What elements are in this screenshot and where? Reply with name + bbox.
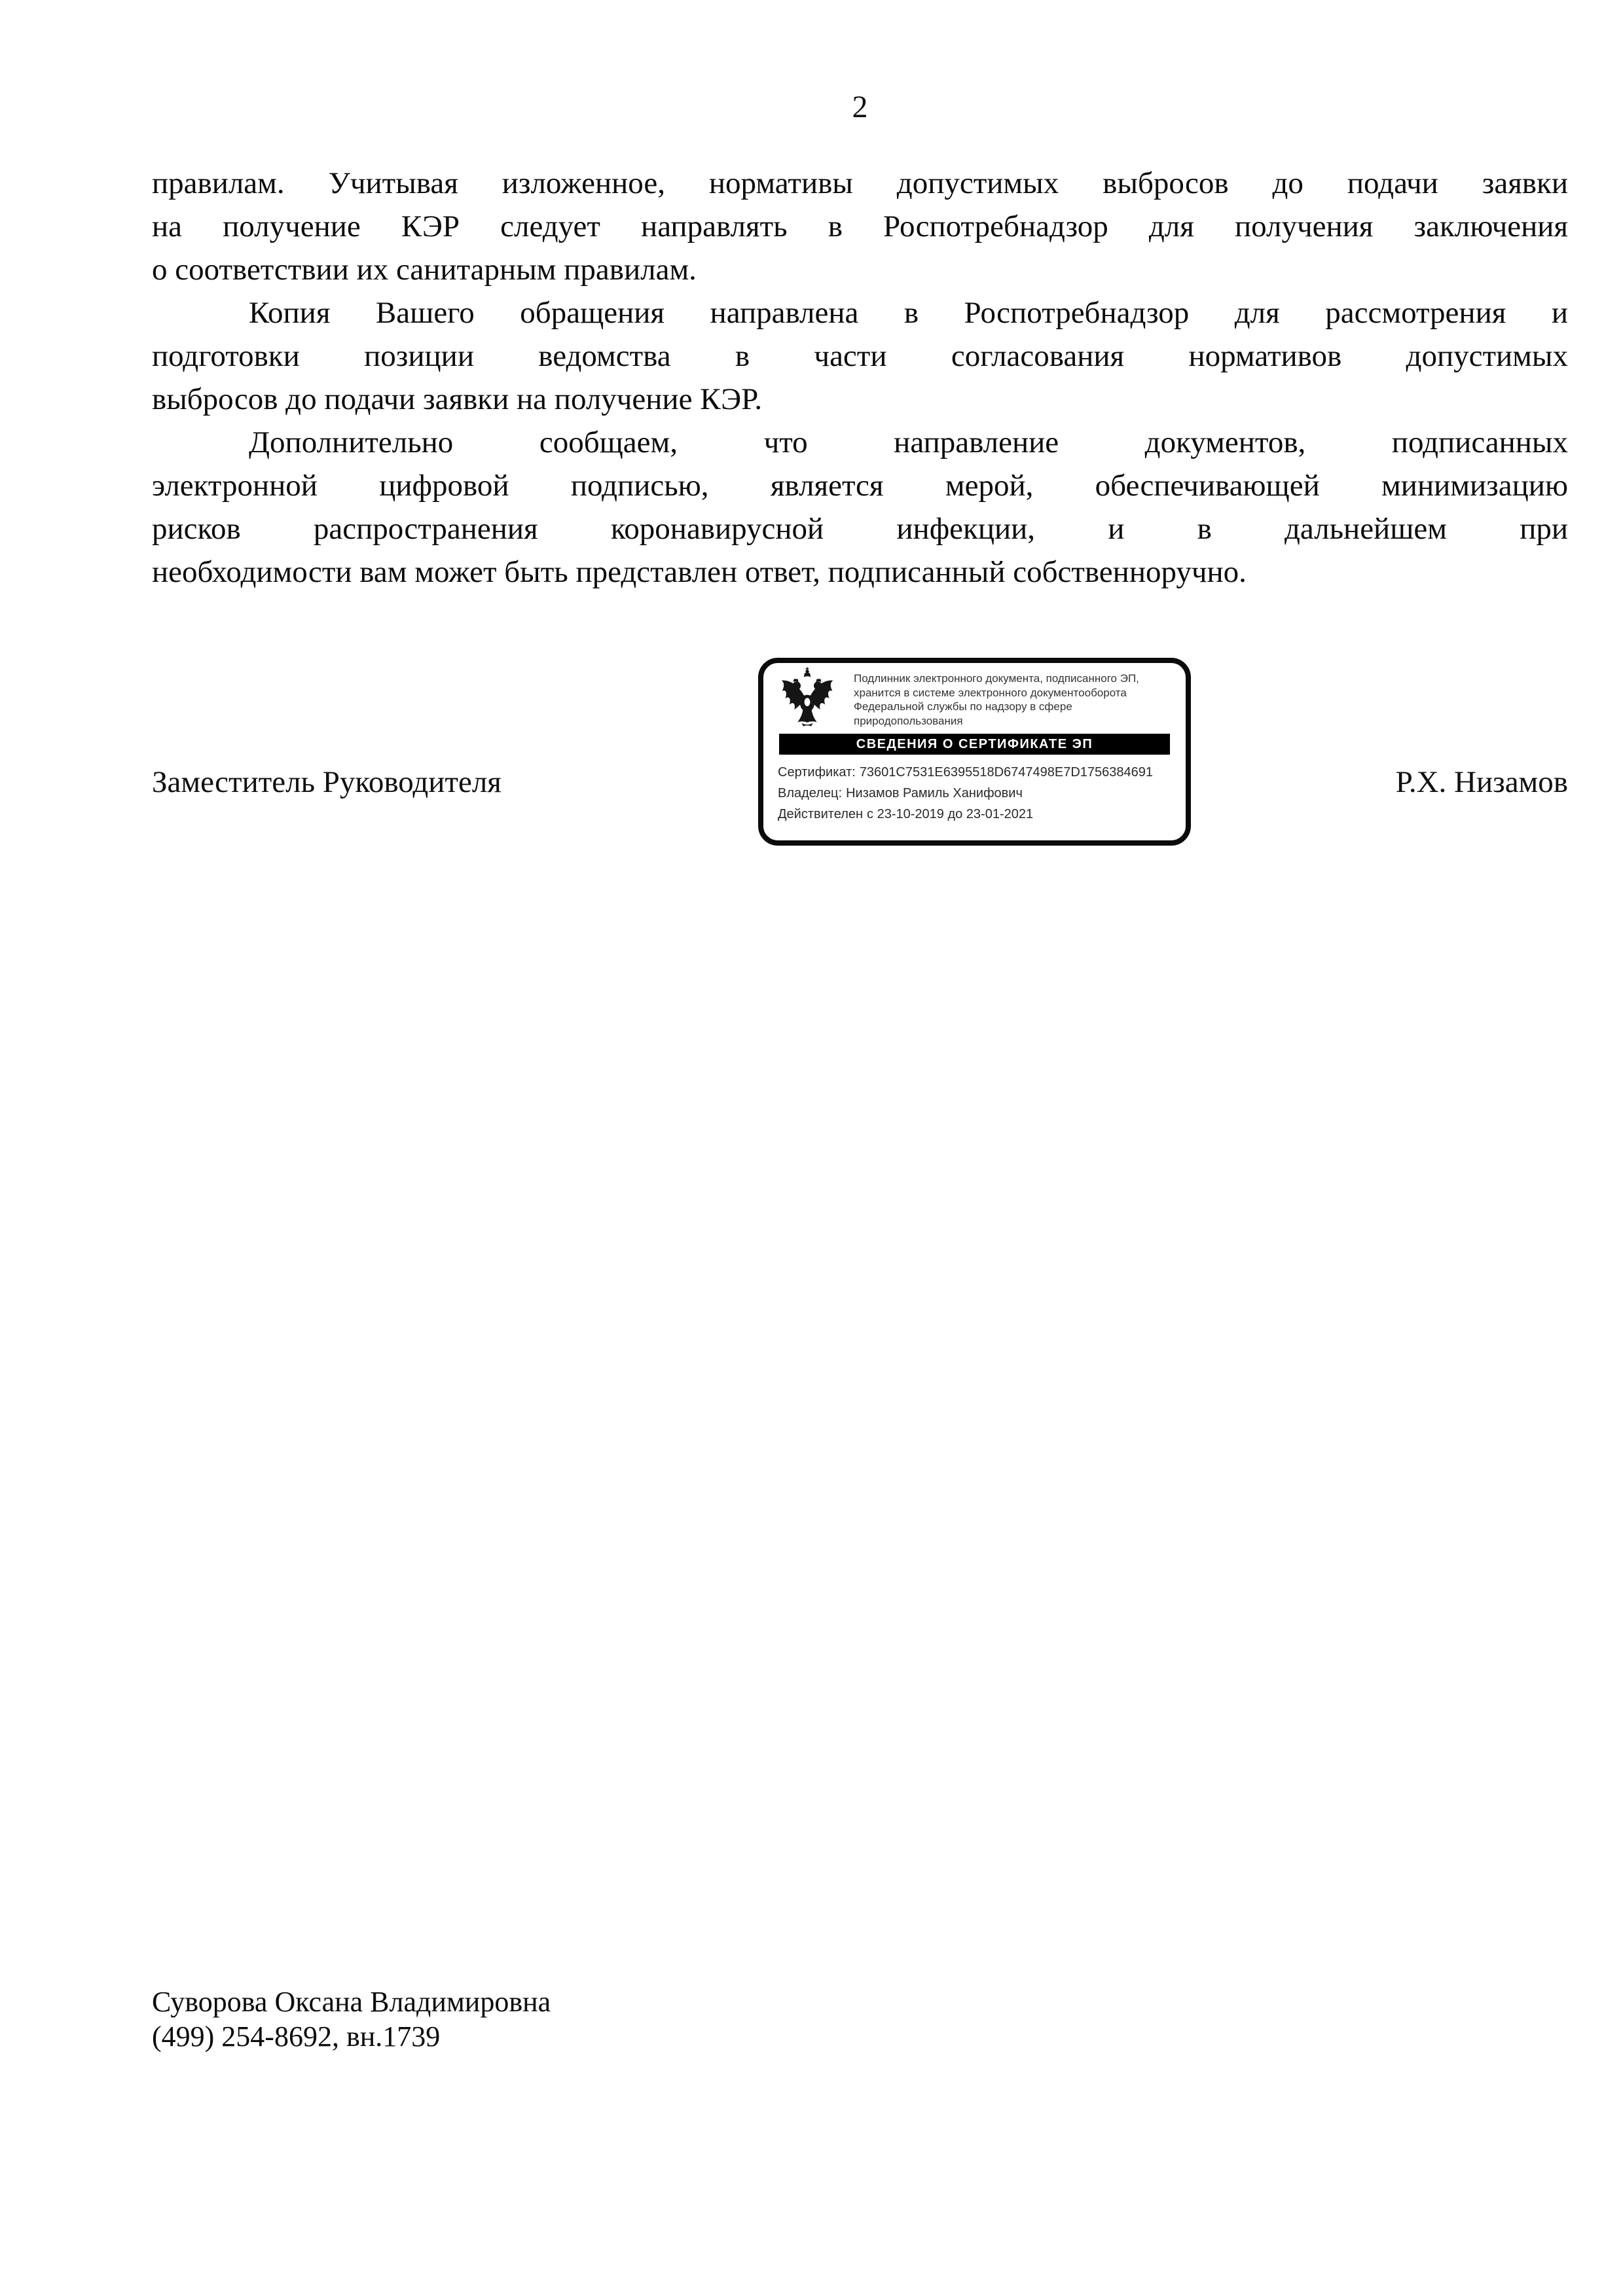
validity-label: Действителен — [778, 807, 864, 821]
body-line: правилам. Учитывая изложенное, нормативы допустимых выбросов до подачи заявки — [152, 166, 1568, 200]
stamp-header-text — [854, 672, 1184, 728]
body-line: рисков распространения коронавирусной инфекции, и в дальнейшем при — [152, 512, 1568, 546]
certificate-label: Сертификат: — [778, 765, 856, 780]
body-line: электронной цифровой подписью, является мерой, обеспечивающей минимизацию — [152, 469, 1568, 503]
certificate-value: 73601C7531E6395518D6747498E7D1756384691 — [859, 765, 1154, 780]
contact-phone: (499) 254-8692, вн.1739 — [152, 2020, 441, 2053]
body-line: Копия Вашего обращения направлена в Роспотребнадзор для рассмотрения и — [249, 296, 1568, 330]
executor-contact — [152, 1984, 1068, 2054]
stamp-header-line: хранится в системе электронного документооборота — [854, 686, 1127, 699]
double-headed-eagle-icon — [776, 667, 839, 727]
body-line: выбросов до подачи заявки на получение КЭР. — [152, 382, 763, 416]
signatory-position: Заместитель Руководителя — [152, 765, 501, 799]
validity-value: с 23-10-2019 до 23-01-2021 — [867, 807, 1034, 821]
body-line: подготовки позиции ведомства в части согласования нормативов допустимых — [152, 339, 1568, 373]
digital-signature-stamp — [758, 658, 1191, 846]
signatory-name: Р.Х. Низамов — [1395, 765, 1568, 799]
certificate-banner: СВЕДЕНИЯ О СЕРТИФИКАТЕ ЭП — [779, 734, 1170, 755]
certificate-validity-line — [778, 806, 1182, 823]
stamp-header-line: Федеральной службы по надзору в сфере — [854, 700, 1072, 713]
owner-value: Низамов Рамиль Ханифович — [846, 786, 1023, 800]
body-line: о соответствии их санитарным правилам. — [152, 253, 697, 287]
paragraph-1 — [152, 162, 1568, 291]
paragraph-2 — [152, 291, 1568, 421]
letter-body — [152, 162, 1568, 594]
contact-name: Суворова Оксана Владимировна — [152, 1986, 551, 2018]
signature-row — [152, 761, 1568, 804]
owner-label: Владелец: — [778, 786, 843, 800]
body-line: на получение КЭР следует направлять в Роспотребнадзор для получения заключения — [152, 209, 1568, 243]
stamp-header-line: Подлинник электронного документа, подписанного ЭП, — [854, 672, 1139, 685]
page-number: 2 — [852, 90, 868, 124]
body-line: Дополнительно сообщаем, что направление документов, подписанных — [249, 425, 1568, 459]
paragraph-3 — [152, 421, 1568, 594]
stamp-header-line: природопользования — [854, 714, 963, 727]
body-line: необходимости вам может быть представлен ответ, подписанный собственноручно. — [152, 555, 1247, 589]
